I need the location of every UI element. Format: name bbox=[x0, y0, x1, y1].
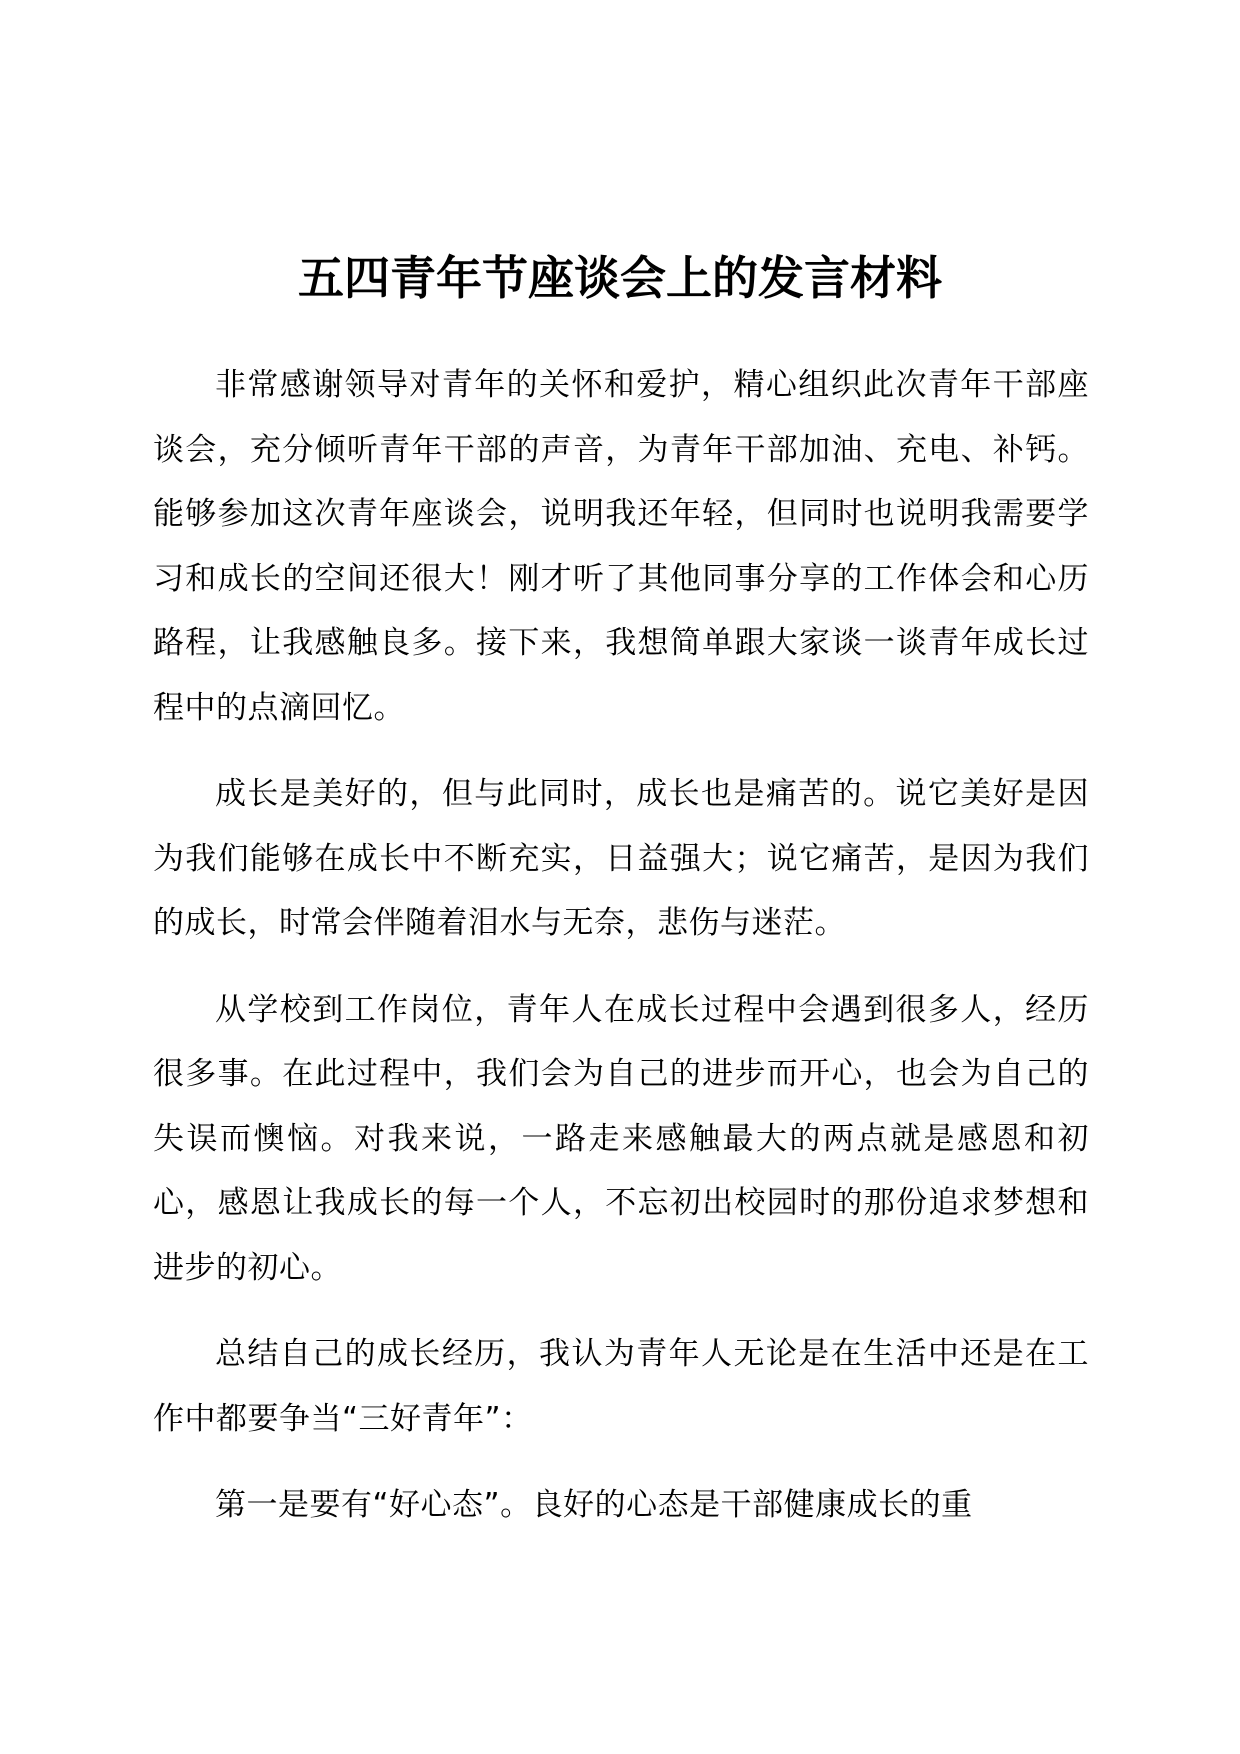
document-title: 五四青年节座谈会上的发言材料 bbox=[298, 251, 942, 305]
document-body bbox=[153, 353, 1089, 1538]
paragraph-5: 第一是要有“好心态”。良好的心态是干部健康成长的重 bbox=[215, 1487, 973, 1523]
paragraph-1: 非常感谢领导对青年的关怀和爱护，精心组织此次青年干部座谈会，充分倾听青年干部的声音，为青年干部加油、充电、补钙。能够参加这次青年座谈会，说明我还年轻，但同时也说明我需要学习和成长的空间还很大！刚才听了其他同事分享的工作体会和心历路程，让我感触良多。接下来，我想简单跟大家谈一谈青年成长过程中的点滴回忆。 bbox=[153, 367, 1089, 726]
paragraph-2: 成长是美好的，但与此同时，成长也是痛苦的。说它美好是因为我们能够在成长中不断充实，日益强大；说它痛苦，是因为我们的成长，时常会伴随着泪水与无奈，悲伤与迷茫。 bbox=[153, 776, 1089, 941]
paragraph-4: 总结自己的成长经历，我认为青年人无论是在生活中还是在工作中都要争当“三好青年”： bbox=[153, 1336, 1089, 1437]
paragraph-3: 从学校到工作岗位，青年人在成长过程中会遇到很多人，经历很多事。在此过程中，我们会为自己的进步而开心，也会为自己的失误而懊恼。对我来说，一路走来感触最大的两点就是感恩和初心，感恩让我成长的每一个人，不忘初出校园时的那份追求梦想和进步的初心。 bbox=[153, 991, 1089, 1286]
